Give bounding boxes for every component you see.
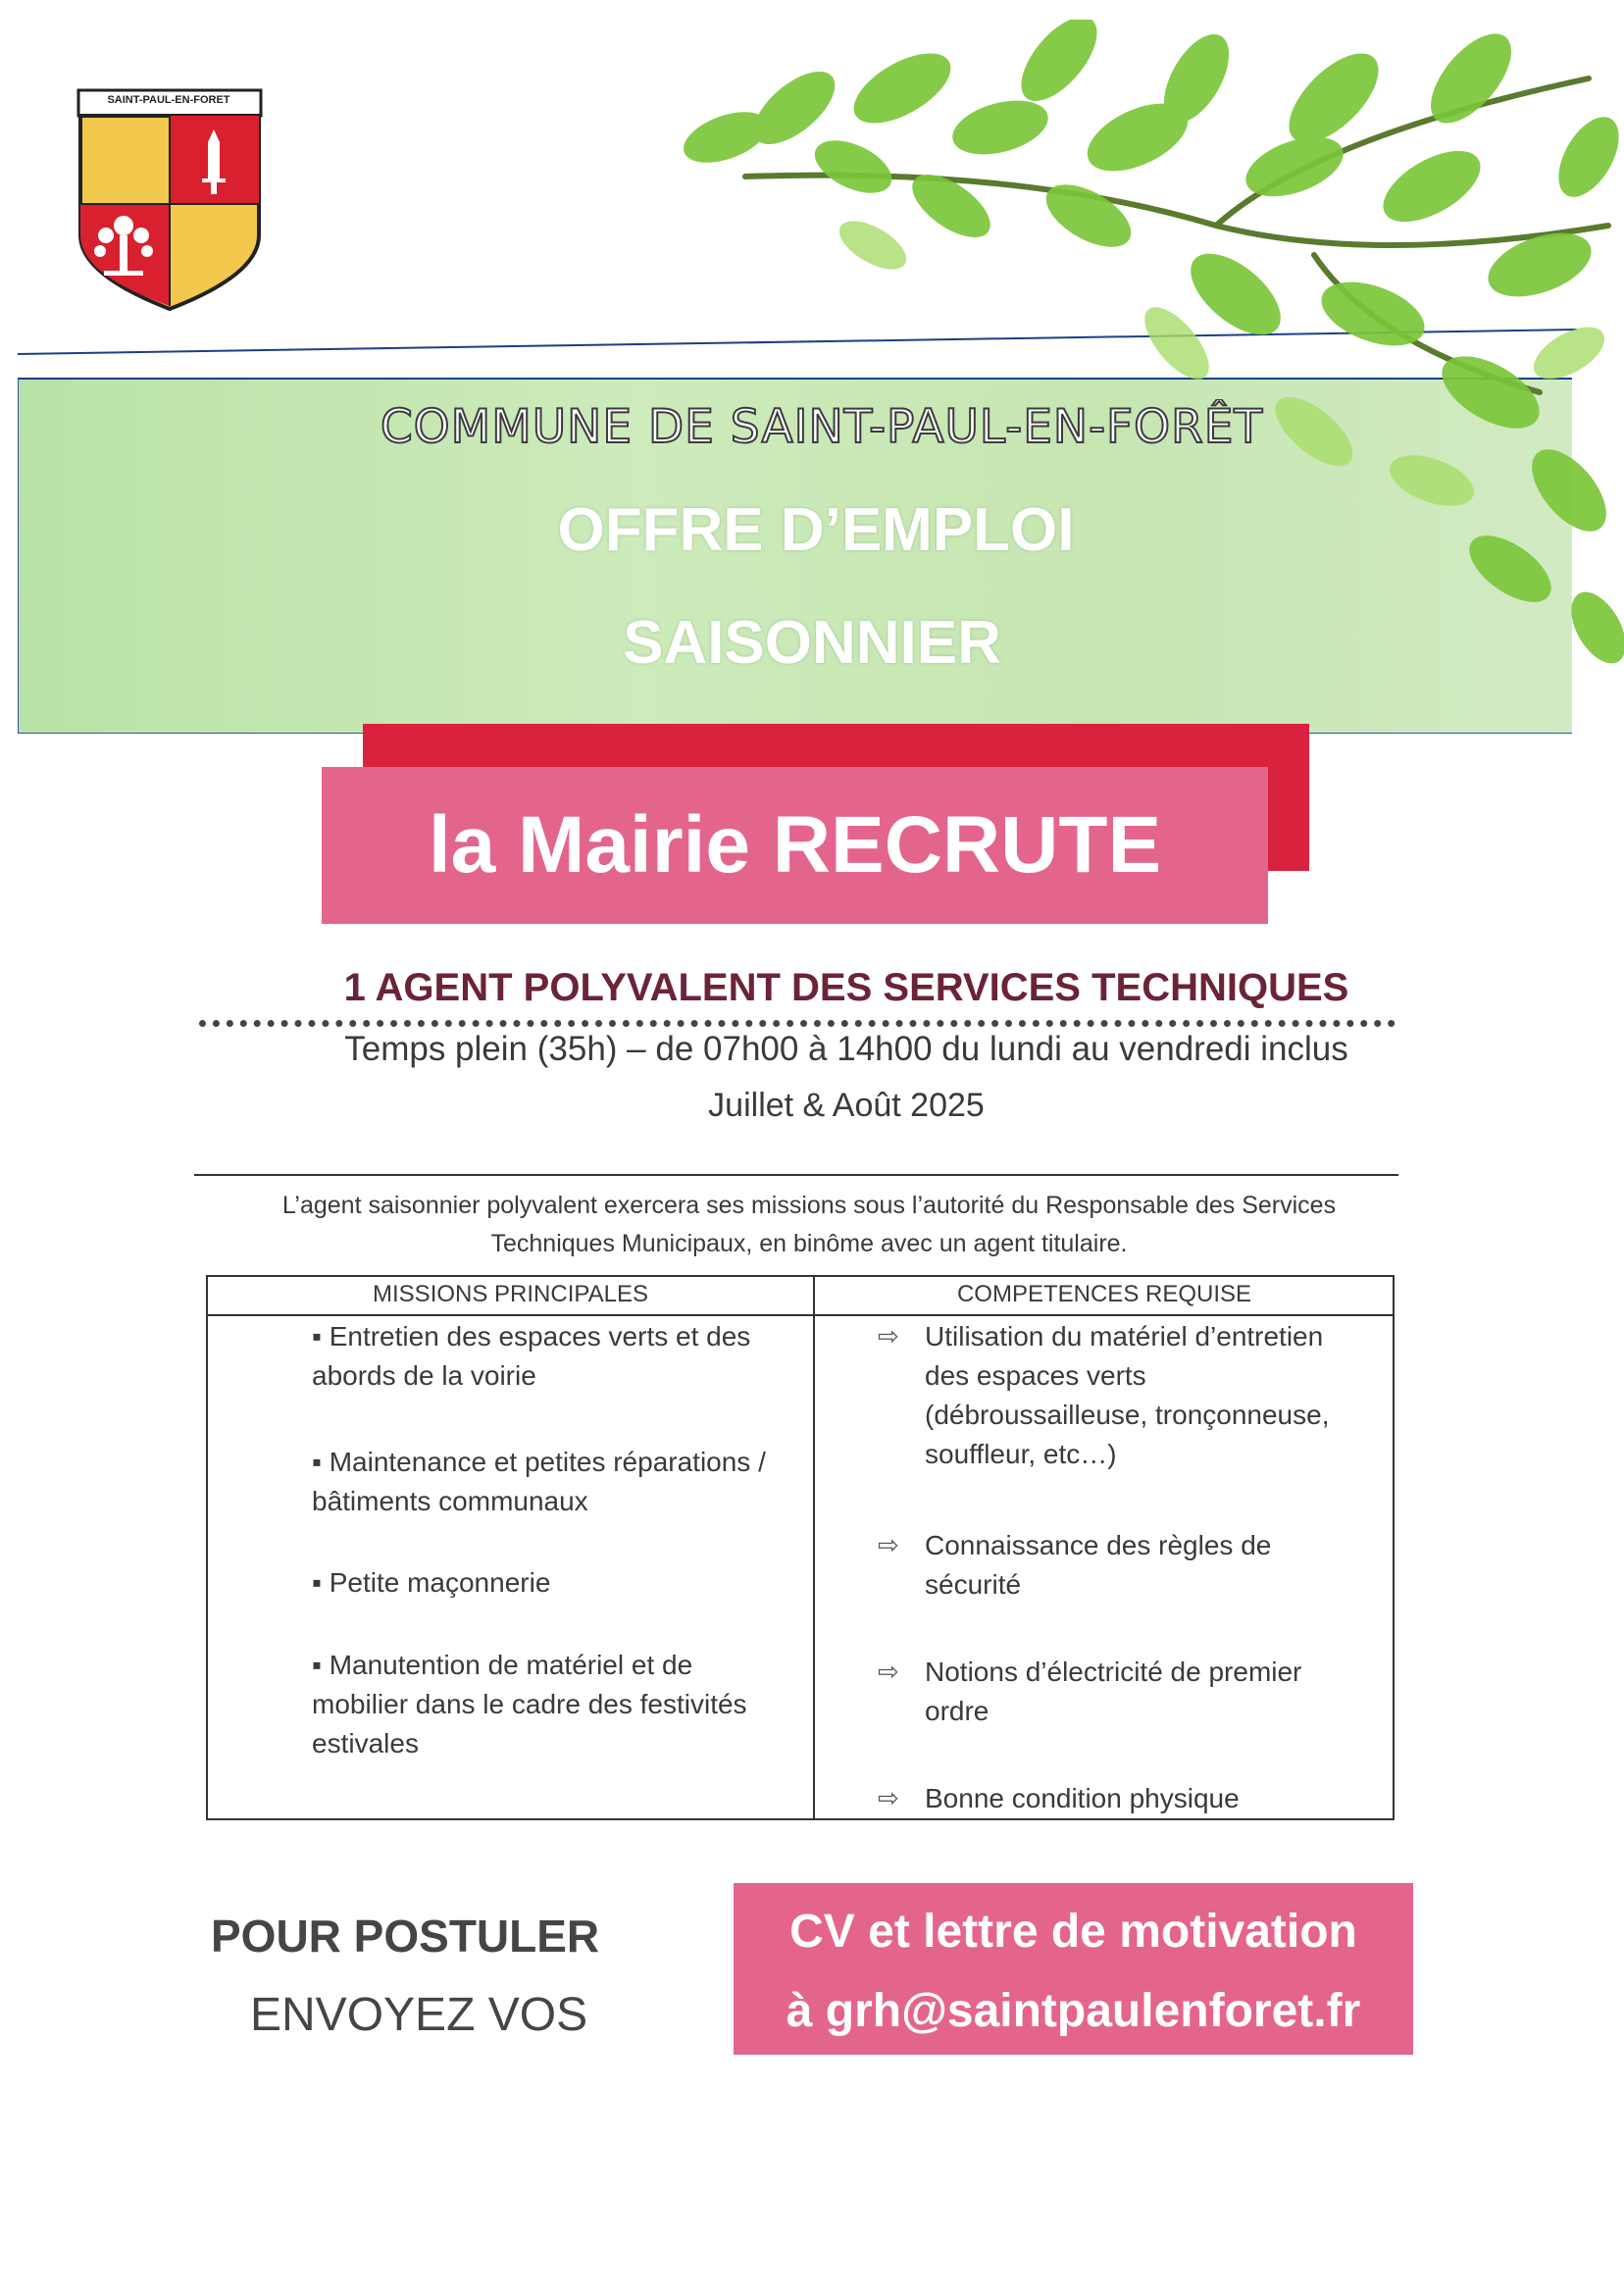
contact-documents: CV et lettre de motivation (789, 1906, 1357, 1958)
section-divider (194, 1174, 1398, 1176)
mission-item: ▪ Maintenance et petites réparations / bâtiments communaux (312, 1447, 766, 1516)
skill-item: Utilisation du matériel d’entretien des espaces verts (débroussailleuse, tronçonneuse, souffleur, etc…) (925, 1321, 1330, 1469)
arrow-icon: ⇨ (878, 1783, 899, 1812)
offer-title: OFFRE D’EMPLOI (557, 496, 1075, 564)
skill-item: Connaissance des règles de sécurité (925, 1530, 1272, 1600)
table-column-divider (813, 1275, 815, 1820)
missions-header: MISSIONS PRINCIPALES (373, 1281, 648, 1307)
apply-subheading: ENVOYEZ VOS (250, 1989, 588, 2041)
crest-label: SAINT-PAUL-EN-FORET (107, 94, 230, 106)
recruit-text: la Mairie RECRUTE (428, 800, 1162, 890)
job-intro-line: Techniques Municipaux, en binôme avec un agent titulaire. (490, 1230, 1128, 1257)
contact-email-link[interactable]: à grh@saintpaulenforet.fr (786, 1985, 1361, 2037)
mission-item: ▪ Manutention de matériel et de mobilier dans le cadre des festivités estivales (312, 1650, 747, 1759)
skill-item: Bonne condition physique (925, 1783, 1240, 1813)
arrow-icon: ⇨ (878, 1657, 899, 1686)
dotted-divider (199, 1020, 1396, 1027)
apply-heading: POUR POSTULER (211, 1911, 600, 1962)
job-title: 1 AGENT POLYVALENT DES SERVICES TECHNIQUES (343, 966, 1349, 1009)
mission-item: ▪ Petite maçonnerie (312, 1567, 551, 1598)
skill-item: Notions d’électricité de premier ordre (925, 1657, 1302, 1726)
job-period: Juillet & Août 2025 (708, 1087, 985, 1124)
job-intro-line: L’agent saisonnier polyvalent exercera ses missions sous l’autorité du Responsable des Services (281, 1192, 1337, 1219)
table-header-divider (206, 1314, 1395, 1316)
coat-of-arms-icon (76, 88, 263, 314)
arrow-icon: ⇨ (878, 1530, 899, 1559)
commune-title: COMMUNE DE SAINT-PAUL-EN-FORÊT (380, 400, 1264, 454)
leaves-illustration (628, 20, 1624, 706)
mission-item: ▪ Entretien des espaces verts et des abords de la voirie (312, 1321, 751, 1391)
job-intro (196, 1187, 1422, 1263)
job-schedule: Temps plein (35h) – de 07h00 à 14h00 du lundi au vendredi inclus (344, 1030, 1348, 1068)
arrow-icon: ⇨ (878, 1321, 899, 1351)
skills-header: COMPETENCES REQUISE (956, 1281, 1252, 1307)
season-title: SAISONNIER (623, 609, 1001, 677)
